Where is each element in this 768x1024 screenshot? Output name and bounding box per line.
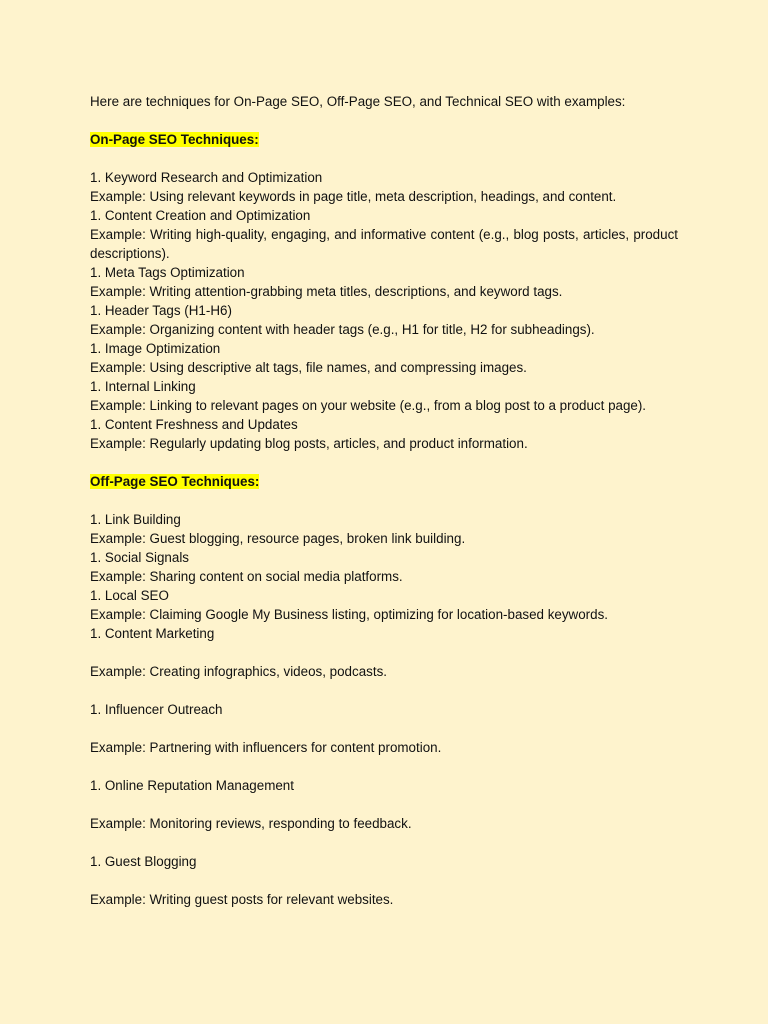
offpage-item-title: 1. Content Marketing: [90, 626, 215, 641]
spacer: [90, 111, 678, 130]
onpage-item-title: 1. Keyword Research and Optimization: [90, 170, 323, 185]
spacer: [90, 453, 678, 472]
offpage-item-title: 1. Link Building: [90, 512, 181, 527]
offpage-item-example: Example: Guest blogging, resource pages, broken link building.: [90, 531, 466, 546]
offpage-heading-text: Off-Page SEO Techniques:: [90, 474, 260, 489]
spacer: [90, 871, 678, 890]
onpage-heading: [90, 130, 678, 149]
onpage-item-title: 1. Content Creation and Optimization: [90, 208, 311, 223]
onpage-item-example: Example: Writing high-quality, engaging, and informative content (e.g., blog posts, articles, product descriptions).: [90, 227, 678, 261]
offpage-item-example: Example: Writing guest posts for relevant websites.: [90, 892, 394, 907]
offpage-item-example: Example: Partnering with influencers for content promotion.: [90, 740, 442, 755]
offpage-heading: [90, 472, 678, 491]
spacer: [90, 795, 678, 814]
onpage-item-example: Example: Linking to relevant pages on your website (e.g., from a blog post to a product page).: [90, 398, 647, 413]
offpage-item-title: 1. Local SEO: [90, 588, 169, 603]
spacer: [90, 681, 678, 700]
offpage-item-example: Example: Claiming Google My Business listing, optimizing for location-based keywords.: [90, 607, 608, 622]
offpage-item-example: Example: Monitoring reviews, responding to feedback.: [90, 816, 412, 831]
onpage-item-title: 1. Image Optimization: [90, 341, 221, 356]
onpage-item-example: Example: Using relevant keywords in page title, meta description, headings, and content.: [90, 189, 617, 204]
onpage-item-title: 1. Header Tags (H1-H6): [90, 303, 232, 318]
spacer: [90, 757, 678, 776]
spacer: [90, 833, 678, 852]
offpage-item-title: 1. Influencer Outreach: [90, 702, 223, 717]
onpage-item-title: 1. Meta Tags Optimization: [90, 265, 245, 280]
offpage-item-title: 1. Online Reputation Management: [90, 778, 294, 793]
onpage-item-example: Example: Organizing content with header tags (e.g., H1 for title, H2 for subheadings).: [90, 322, 595, 337]
spacer: [90, 491, 678, 510]
spacer: [90, 149, 678, 168]
intro-text: Here are techniques for On-Page SEO, Off-Page SEO, and Technical SEO with examples:: [90, 94, 626, 109]
onpage-item-title: 1. Content Freshness and Updates: [90, 417, 298, 432]
onpage-heading-text: On-Page SEO Techniques:: [90, 132, 259, 147]
onpage-item-example: Example: Using descriptive alt tags, file names, and compressing images.: [90, 360, 527, 375]
spacer: [90, 643, 678, 662]
offpage-item-example: Example: Sharing content on social media platforms.: [90, 569, 403, 584]
onpage-item-title: 1. Internal Linking: [90, 379, 196, 394]
spacer: [90, 719, 678, 738]
offpage-item-title: 1. Social Signals: [90, 550, 189, 565]
offpage-item-example: Example: Creating infographics, videos, podcasts.: [90, 664, 387, 679]
onpage-item-example: Example: Writing attention-grabbing meta titles, descriptions, and keyword tags.: [90, 284, 563, 299]
offpage-item-title: 1. Guest Blogging: [90, 854, 197, 869]
onpage-item-example: Example: Regularly updating blog posts, articles, and product information.: [90, 436, 528, 451]
